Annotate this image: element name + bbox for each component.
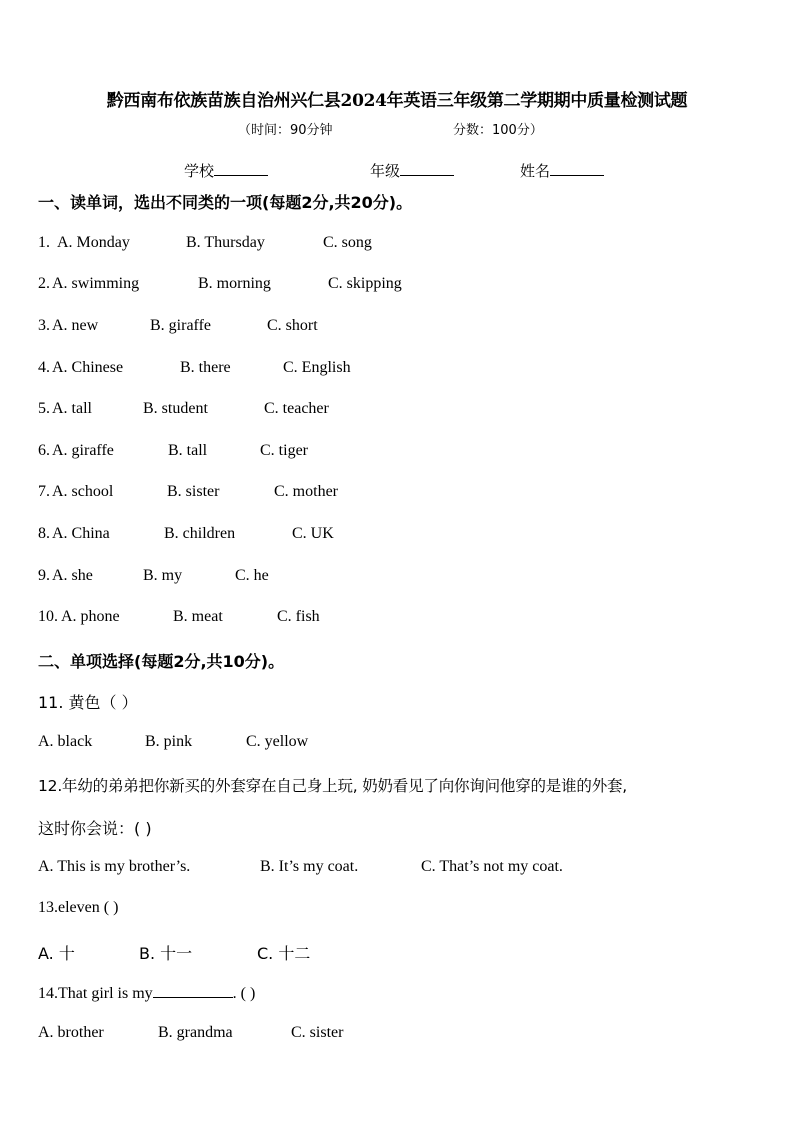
option-a: A. China [52, 525, 110, 542]
option-b: B. morning [198, 275, 271, 292]
option-c: C. tiger [260, 442, 308, 459]
question-number: 8. [38, 525, 50, 542]
option-b: B. It’s my coat. [260, 858, 359, 875]
option-b: B. student [143, 400, 208, 417]
question-number: 1. [38, 234, 50, 251]
school-field [184, 160, 268, 181]
option-b: B. Thursday [186, 234, 265, 251]
grade-label: 年级 [370, 162, 401, 180]
option-c: C. UK [292, 525, 334, 542]
option-c: C. sister [291, 1024, 344, 1041]
question-number: 10. [38, 608, 58, 625]
stem-text: 14.That girl is my [38, 985, 153, 1002]
answer-blank[interactable] [153, 983, 233, 998]
option-a: A. Chinese [52, 359, 124, 376]
grade-blank[interactable] [400, 161, 454, 176]
option-b: B. grandma [158, 1024, 233, 1041]
option-a: A. Monday [57, 234, 130, 251]
question-11-stem: 11. 黄色（ ） [38, 693, 138, 712]
option-a: A. phone [61, 608, 120, 625]
option-a: A. brother [38, 1024, 104, 1041]
option-b: B. tall [168, 442, 208, 459]
option-a: A. new [52, 317, 99, 334]
section1-heading: 一、读单词，选出不同类的一项(每题2分,共20分)。 [38, 193, 413, 212]
question-number: 5. [38, 400, 50, 417]
school-blank[interactable] [214, 161, 268, 176]
option-b: B. pink [145, 733, 193, 750]
option-c: C. 十二 [257, 944, 311, 963]
option-a: A. 十 [38, 944, 75, 963]
grade-field [370, 160, 454, 181]
name-blank[interactable] [550, 161, 604, 176]
option-c: C. fish [277, 608, 320, 625]
option-c: C. short [267, 317, 318, 334]
time-info: （时间：90分钟 [238, 123, 333, 138]
option-b: B. my [143, 567, 183, 584]
question-number: 4. [38, 359, 50, 376]
option-b: B. children [164, 525, 236, 542]
option-c: C. teacher [264, 400, 329, 417]
option-b: B. giraffe [150, 317, 212, 334]
option-c: C. song [323, 234, 372, 251]
question-13-stem: 13.eleven ( ) [38, 899, 119, 916]
option-c: C. English [283, 359, 351, 376]
name-field [520, 160, 604, 181]
question-12-stem-line2: 这时你会说：( ) [38, 819, 152, 838]
question-14-stem [38, 983, 255, 1003]
question-12-stem-line1: 12.年幼的弟弟把你新买的外套穿在自己身上玩, 奶奶看见了向你询问他穿的是谁的外套, [38, 777, 628, 795]
option-c: C. he [235, 567, 269, 584]
option-a: A. swimming [52, 275, 140, 292]
option-b: B. 十一 [139, 944, 193, 963]
school-label: 学校 [184, 162, 215, 180]
question-number: 3. [38, 317, 50, 334]
option-a: A. giraffe [52, 442, 114, 459]
question-number: 2. [38, 275, 50, 292]
section2-heading: 二、单项选择(每题2分,共10分)。 [38, 652, 285, 671]
option-c: C. skipping [328, 275, 402, 292]
question-number: 7. [38, 483, 50, 500]
option-a: A. This is my brother’s. [38, 858, 191, 875]
option-c: C. mother [274, 483, 338, 500]
name-label: 姓名 [520, 162, 551, 180]
option-a: A. she [52, 567, 93, 584]
page-title: 黔西南布依族苗族自治州兴仁县2024年英语三年级第二学期期中质量检测试题 [106, 91, 688, 111]
option-b: B. meat [173, 608, 223, 625]
question-number: 9. [38, 567, 50, 584]
stem-end: . ( ) [232, 985, 256, 1002]
option-b: B. sister [167, 483, 220, 500]
option-a: A. school [52, 483, 114, 500]
option-c: C. yellow [246, 733, 309, 750]
option-c: C. That’s not my coat. [421, 858, 563, 875]
score-info: 分数：100分） [453, 123, 543, 138]
option-b: B. there [180, 359, 231, 376]
option-a: A. black [38, 733, 93, 750]
question-number: 6. [38, 442, 50, 459]
option-a: A. tall [52, 400, 92, 417]
